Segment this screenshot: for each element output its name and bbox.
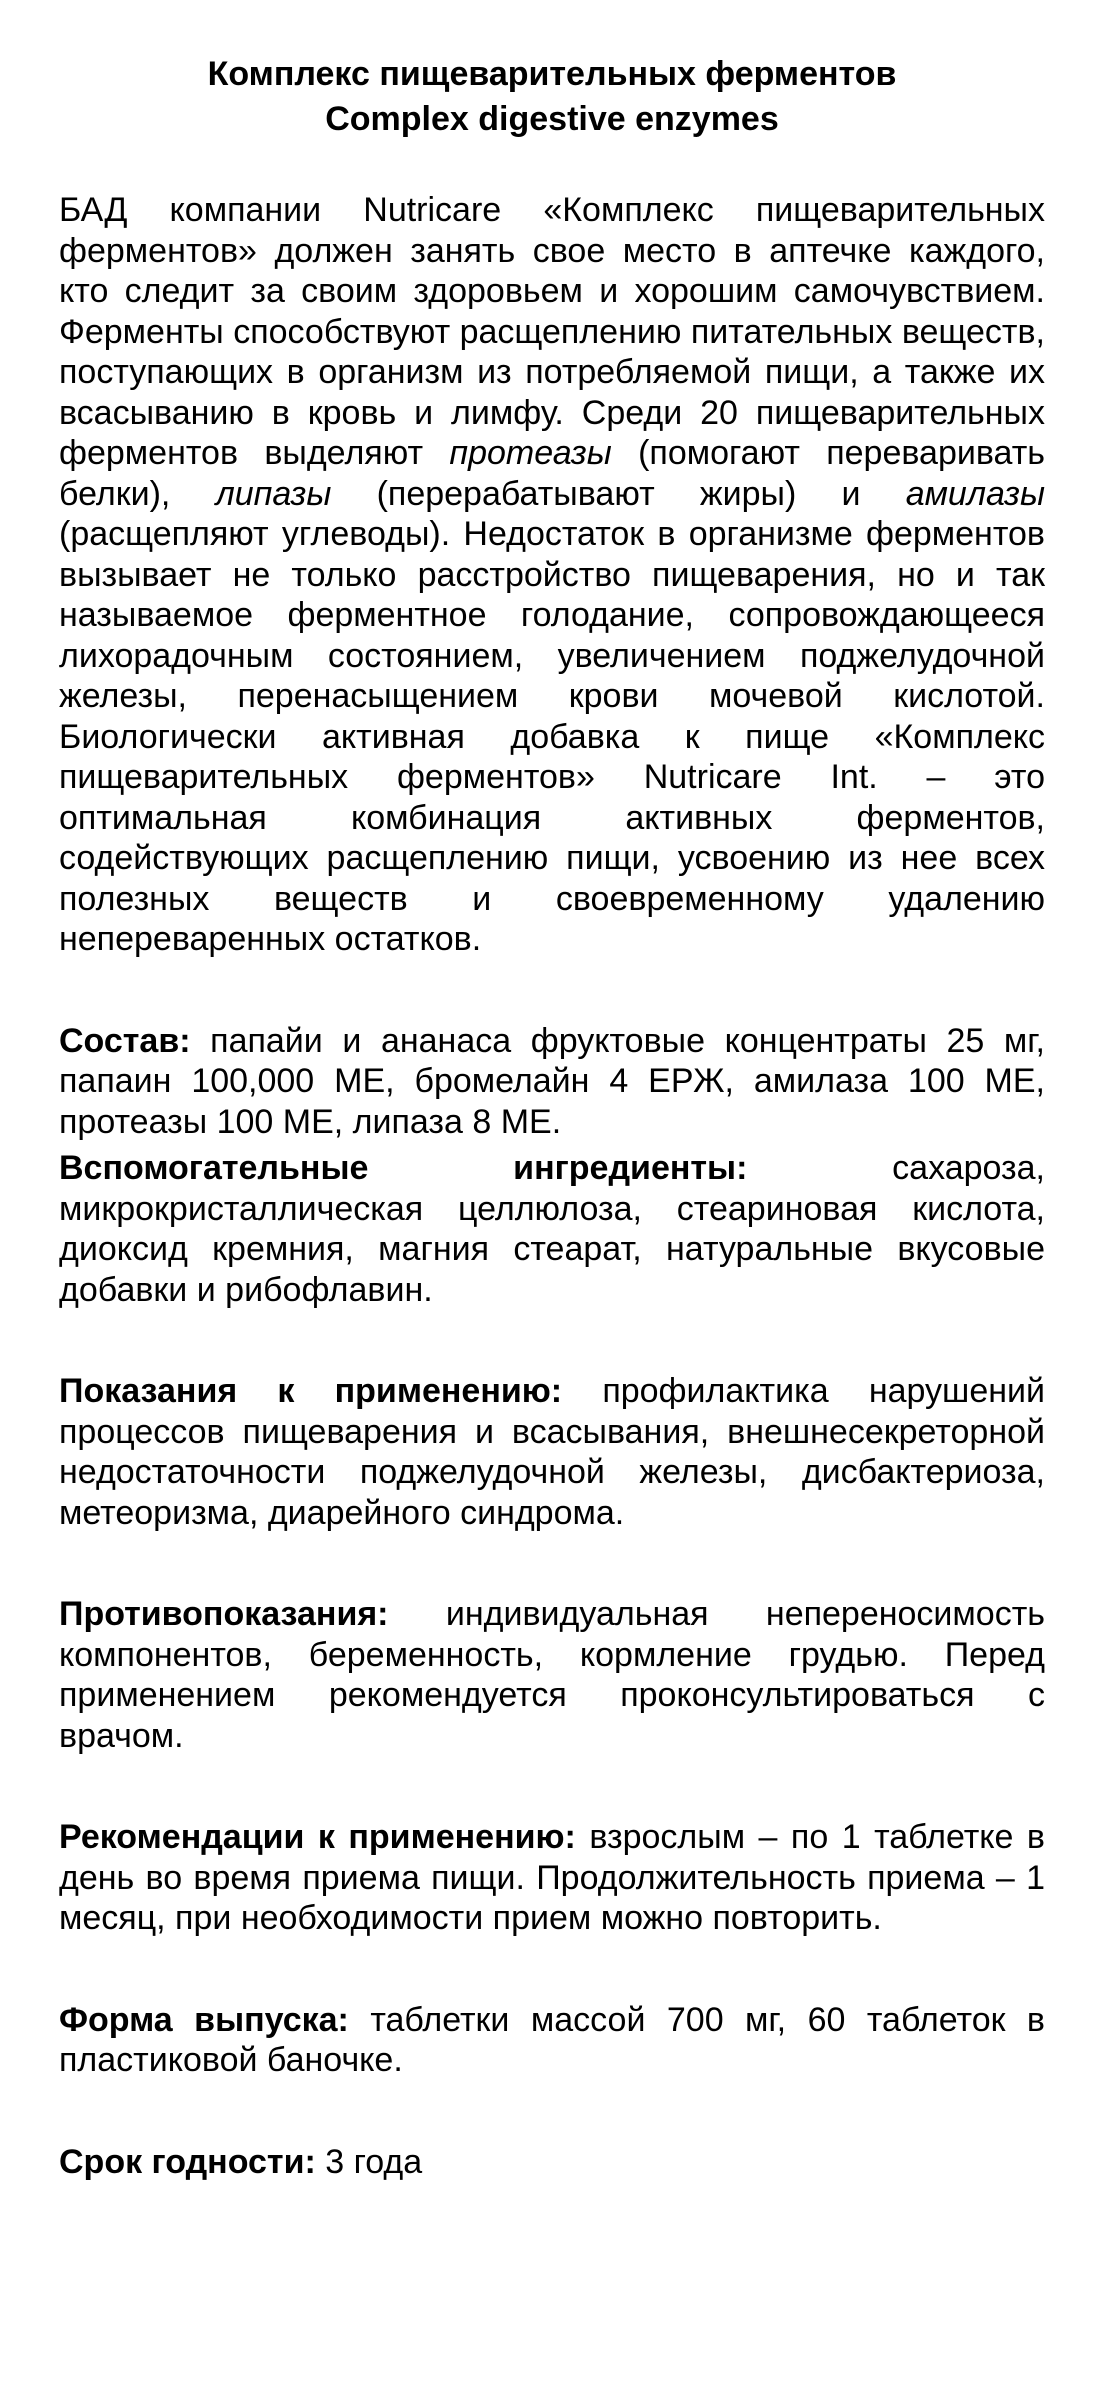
document-title bbox=[59, 52, 1045, 142]
recommendations-label: Рекомендации к применению: bbox=[59, 1818, 576, 1856]
lipase-term: липазы bbox=[215, 474, 332, 513]
contraindications-section bbox=[59, 1594, 1045, 1756]
composition-label: Состав: bbox=[59, 1021, 191, 1060]
intro-text-1: БАД компании Nutricare «Комплекс пищеварительных ферментов» должен занять свое место в аптечке каждого, кто следит за своим здоровьем и хорошим самочувствием. Ферменты способствуют расщеплению питательных веществ, поступающих в организм из потребляемой пищи, а также их всасыванию в кровь и лимфу. Среди 20 пищеварительных ферментов выделяют bbox=[59, 191, 1045, 472]
release-form-section bbox=[59, 2000, 1045, 2081]
release-form-label: Форма выпуска: bbox=[59, 2000, 349, 2039]
title-russian: Комплекс пищеварительных ферментов bbox=[207, 55, 897, 93]
composition-section bbox=[59, 1021, 1045, 1143]
indications-text: профилактика нарушений процессов пищеварения и всасывания, внешнесекреторной недостаточности поджелудочной железы, дисбактериоза, метеоризма, диарейного синдрома. bbox=[59, 1372, 1045, 1532]
release-form-text: таблетки массой 700 мг, 60 таблеток в пластиковой баночке. bbox=[59, 2000, 1045, 2079]
composition-text: папайи и ананаса фруктовые концентраты 25 мг, папаин 100,000 МЕ, бромелайн 4 ЕРЖ, амилаза 100 МЕ, протеазы 100 МЕ, липаза 8 МЕ. bbox=[59, 1021, 1045, 1141]
contraindications-text: индивидуальная непереносимость компонентов, беременность, кормление грудью. Перед применением рекомендуется проконсультироваться с врачом. bbox=[59, 1595, 1045, 1755]
auxiliary-label: Вспомогательные ингредиенты: bbox=[59, 1149, 748, 1187]
intro-text-2: (помогают переваривать белки), bbox=[59, 434, 1045, 513]
document-page bbox=[59, 52, 1045, 2182]
shelf-life-text: 3 года bbox=[315, 2142, 423, 2181]
title-english: Complex digestive enzymes bbox=[325, 100, 779, 138]
contraindications-label: Противопоказания: bbox=[59, 1595, 389, 1633]
auxiliary-text: сахароза, микрокристаллическая целлюлоза, стеариновая кислота, диоксид кремния, магния стеарат, натуральные вкусовые добавки и рибофлавин. bbox=[59, 1149, 1045, 1309]
shelf-life-section bbox=[59, 2142, 1045, 2183]
intro-paragraph bbox=[59, 190, 1045, 960]
recommendations-text: взрослым – по 1 таблетке в день во время приема пищи. Продолжительность приема – 1 месяц, при необходимости прием можно повторить. bbox=[59, 1818, 1045, 1937]
intro-text-4: (расщепляют углеводы). Недостаток в организме ферментов вызывает не только расстройство пищеварения, но и так называемое ферментное голодание, сопровождающееся лихорадочным состоянием, увеличением поджелудочной железы, перенасыщением крови мочевой кислотой. Биологически активная добавка к пище «Комплекс пищеварительных ферментов» Nutricare Int. – это оптимальная комбинация активных ферментов, содействующих расщеплению пищи, усвоению из нее всех полезных веществ и своевременному удалению непереваренных остатков. bbox=[59, 515, 1045, 958]
shelf-life-label: Срок годности: bbox=[59, 2142, 316, 2181]
amylase-term: амилазы bbox=[905, 474, 1045, 513]
indications-label: Показания к применению: bbox=[59, 1372, 563, 1410]
protease-term: протеазы bbox=[449, 434, 612, 472]
recommendations-section bbox=[59, 1817, 1045, 1939]
indications-section bbox=[59, 1371, 1045, 1533]
auxiliary-ingredients-section bbox=[59, 1148, 1045, 1310]
intro-text-3: (перерабатывают жиры) и bbox=[331, 474, 906, 513]
